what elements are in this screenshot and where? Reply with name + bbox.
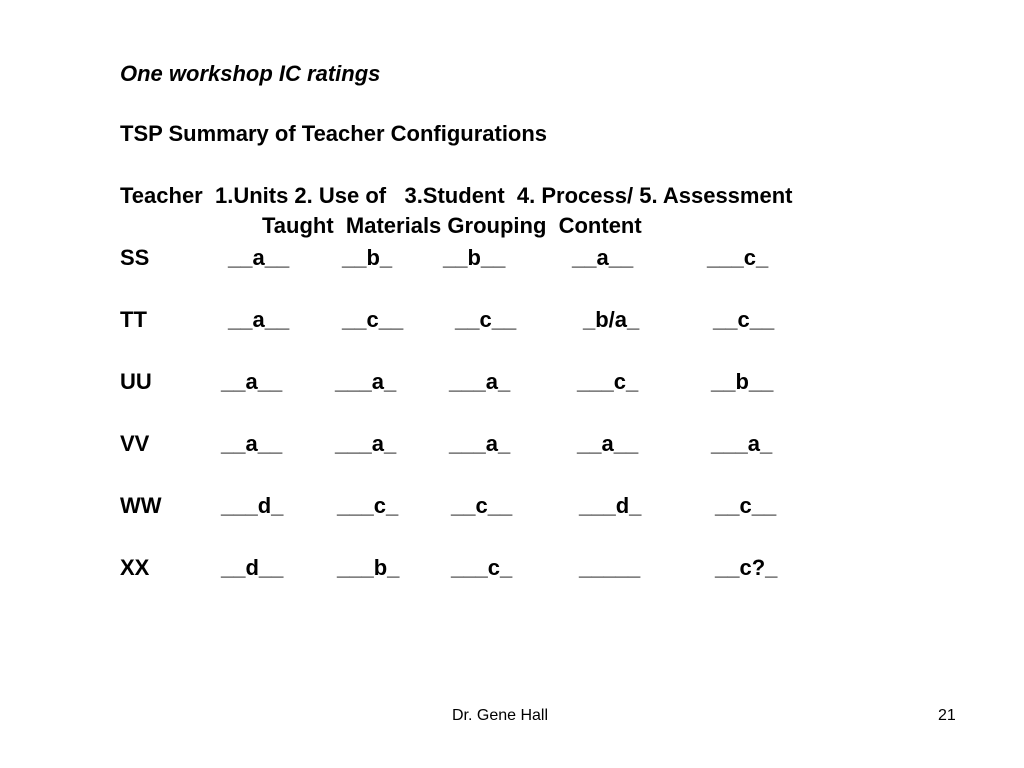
assessment-cell: ___a_	[711, 431, 773, 456]
process-content-cell: ___d_	[579, 493, 642, 518]
teacher-cell: TT	[120, 307, 147, 332]
assessment-cell: __c__	[715, 493, 777, 518]
slide-heading: TSP Summary of Teacher Configurations	[120, 121, 548, 146]
use-of-materials-cell: ___b_	[337, 555, 400, 580]
student-grouping-cell: ___a_	[449, 369, 511, 394]
student-grouping-cell: __c__	[455, 307, 517, 332]
assessment-cell: ___c_	[707, 245, 769, 270]
use-of-materials-cell: __c__	[342, 307, 404, 332]
student-grouping-cell: ___a_	[449, 431, 511, 456]
assessment-cell: __c?_	[715, 555, 778, 580]
table-row	[0, 491, 1024, 521]
table-row	[0, 367, 1024, 397]
units-taught-cell: __a__	[228, 307, 290, 332]
assessment-cell: __b__	[711, 369, 774, 394]
units-taught-cell: __a__	[221, 431, 283, 456]
process-content-cell: ___c_	[577, 369, 639, 394]
units-taught-cell: __a__	[221, 369, 283, 394]
process-content-cell: _____	[579, 555, 641, 580]
use-of-materials-cell: ___a_	[335, 431, 397, 456]
page-number: 21	[938, 707, 956, 724]
teacher-cell: XX	[120, 555, 150, 580]
table-row	[0, 429, 1024, 459]
student-grouping-cell: __b__	[443, 245, 506, 270]
table-row	[0, 305, 1024, 335]
units-taught-cell: __a__	[228, 245, 290, 270]
assessment-cell: __c__	[713, 307, 775, 332]
teacher-cell: WW	[120, 493, 162, 518]
table-row	[0, 553, 1024, 583]
teacher-cell: UU	[120, 369, 152, 394]
teacher-cell: VV	[120, 431, 150, 456]
use-of-materials-cell: __b_	[342, 245, 393, 270]
use-of-materials-cell: ___c_	[337, 493, 399, 518]
process-content-cell: _b/a_	[583, 307, 640, 332]
student-grouping-cell: __c__	[451, 493, 513, 518]
table-header-line-1: Teacher 1.Units 2. Use of 3.Student 4. Process/ 5. Assessment	[120, 183, 793, 208]
table-row	[0, 243, 1024, 273]
teacher-cell: SS	[120, 245, 150, 270]
footer-author: Dr. Gene Hall	[452, 707, 549, 724]
table-header-line-2: Taught Materials Grouping Content	[262, 213, 642, 238]
process-content-cell: __a__	[577, 431, 639, 456]
slide-subtitle: One workshop IC ratings	[120, 61, 381, 86]
use-of-materials-cell: ___a_	[335, 369, 397, 394]
process-content-cell: __a__	[572, 245, 634, 270]
units-taught-cell: ___d_	[221, 493, 284, 518]
units-taught-cell: __d__	[221, 555, 284, 580]
student-grouping-cell: ___c_	[451, 555, 513, 580]
